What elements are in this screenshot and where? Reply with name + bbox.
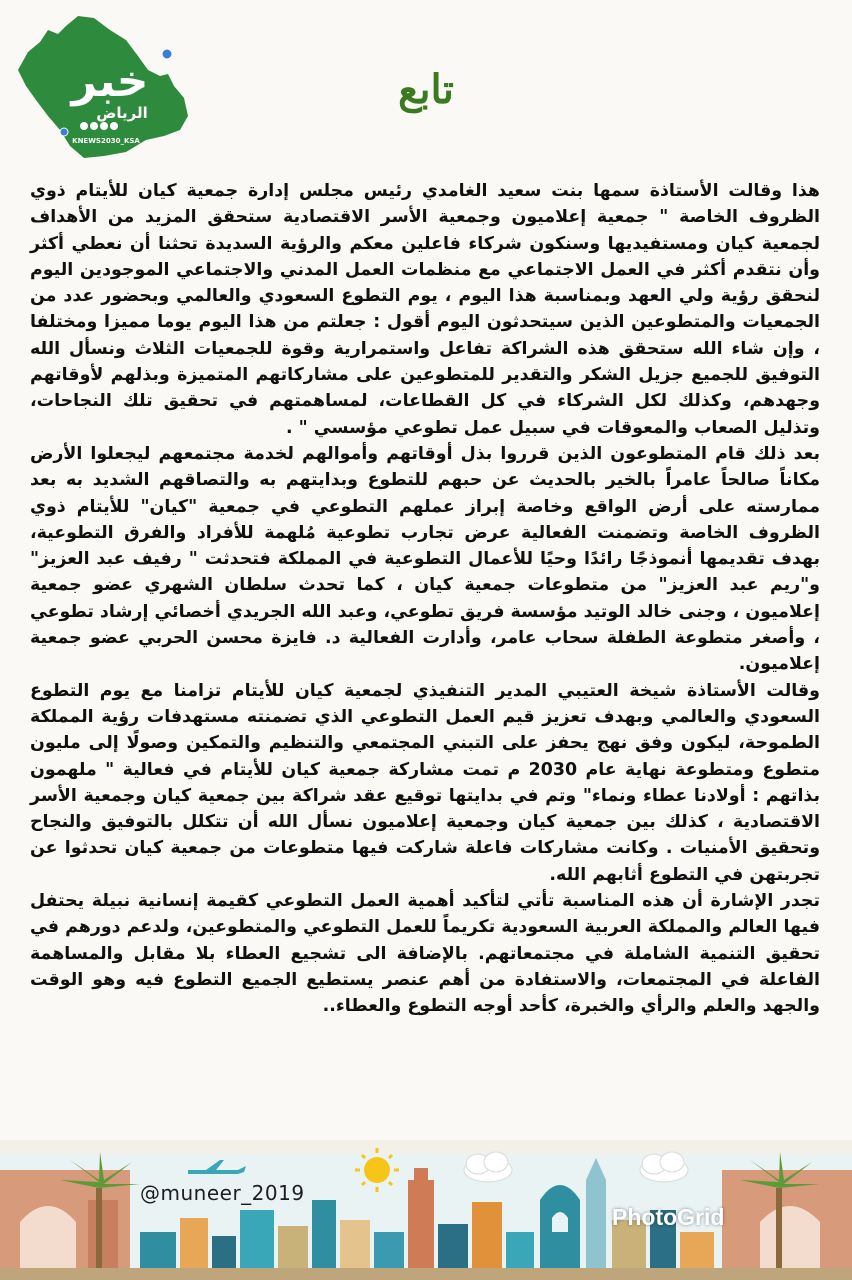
article-paragraph: وقالت الأستاذة شيخة العتيبي المدير التنفيذي لجمعية كيان للأيتام تزامنا مع يوم التطوع السعودي والعالمي وبهدف تعزيز قيم العمل التطوعي الذي تضمنته مستهدفات رؤية المملكة الطموحة، ليكون وفق نهج يحفز على التبني المجتمعي والتنظيم والتمكين وصولًا إلى مليون متطوع ومتطوعة نهاية عام 2030 م تمت مشاركة جمعية كيان للأيتام في فعالية " ملهمون بذاتهم : أولادنا عطاء ونماء" وتم في بدايتها توقيع عقد شراكة بين جمعية كيان وجمعية الأسر الاقتصادية ، كذلك بين جمعية كيان وجمعية إعلاميون نسأل الله أن تتكلل بالتوفيق والنجاح وتحقيق الأمنيات . وكانت مشاركات فاعلة شاركت فيها متطوعات من جمعية كيان تحدثوا عن تجربتهن في التطوع أثابهم الله.	[30, 680, 820, 885]
page-title: تابع	[398, 66, 454, 113]
author-handle: @muneer_2019	[140, 1181, 305, 1205]
article-paragraph: بعد ذلك قام المتطوعون الذين قرروا بذل أوقاتهم وأموالهم لخدمة مجتمعهم ليجعلوا الأرض مكاناً صالحاً عامراً بالخير بالحديث عن حبهم للتطوع وبدايتهم به والتصاقهم الشديد به بعد ممارسته على أرض الواقع وخاصة إبراز عملهم التطوعي في جمعية "كيان" للأيتام ذوي الظروف الخاصة وتضمنت الفعالية عرض تجارب تطوعية مُلهمة للأفراد والفرق التطوعية، بهدف تقديمها أنموذجًا رائدًا وحيًا للأعمال التطوعية في المملكة فتحدثت " رفيف عبد العزيز" و"ريم عبد العزيز" من متطوعات جمعية كيان ، كما تحدث سلطان الشهري عضو جمعية إعلاميون ، وجنى خالد الوتيد مؤسسة فريق تطوعي، وعبد الله الجريدي أخصائي إرشاد تطوعي ، وأصغر متطوعة الطفلة سحاب عامر، وأدارت الفعالية د. فايزة محسن الحربي عضو جمعية إعلاميون.	[30, 443, 820, 675]
globe-icon	[162, 49, 172, 59]
article-paragraph: هذا وقالت الأستاذة سمها بنت سعيد الغامدي رئيس مجلس إدارة جمعية كيان للأيتام ذوي الظروف الخاصة " جمعية إعلاميون وجمعية الأسر الاقتصادية ستحقق المزيد من الأهداف لجمعية كيان ومستفيديها وسنكون شركاء فاعلين معكم والرؤية السديدة تحثنا أن نعطي أكثر وأن نتقدم أكثر في العمل الاجتماعي مع منظمات العمل المدني والاجتماعي الموجودين اليوم لنحقق رؤية ولي العهد وبمناسبة هذا اليوم ، يوم التطوع السعودي والعالمي وبحضور عدد من الجمعيات والمتطوعين الذين سيتحدثون اليوم أقول : جعلتم من هذا اليوم يوما مميزا ومختلفا ، وإن شاء الله ستحقق هذه الشراكة تفاعل واستمرارية وقوة للجمعيات الثلاث ونسأل الله التوفيق للجميع جزيل الشكر والتقدير للمتطوعين على مشاركاتهم المتميزة وبذلهم لأوقاتهم وجهدهم، وكذلك لكل الشركاء في كل القطاعات، لمساهمتهم في تحقيق تلك النجاحات، وتذليل الصعاب والمعوقات في سبيل عمل تطوعي مؤسسي " .	[30, 181, 820, 438]
logo-handle: KNEWS2030_KSA	[72, 137, 140, 145]
article-body	[30, 178, 820, 1020]
logo-main-word: خبر	[71, 56, 149, 107]
cloud-icon	[464, 1152, 512, 1182]
globe-icon	[60, 128, 68, 136]
logo-city: الرياض	[96, 104, 148, 122]
cloud-icon	[640, 1152, 688, 1182]
article-paragraph: تجدر الإشارة أن هذه المناسبة تأتي لتأكيد أهمية العمل التطوعي كقيمة إنسانية نبيلة يحتفل فيها العالم والمملكة العربية السعودية تكريماً للعمل التطوعي والمتطوعين، ولدعم دورهم في تحقيق التنمية الشاملة في مجتمعاتهم. بالإضافة الى تشجيع العطاء بلا مقابل والمساهمة الفاعلة في المجتمعات، والاستفادة من أهم عنصر يستطيع الجميع التطوع فيه وهو الوقت والجهد والعلم والرأي والخبرة، كأحد أوجه التطوع والعطاء..	[30, 891, 820, 1017]
photogrid-watermark: PhotoGrid	[612, 1204, 725, 1230]
